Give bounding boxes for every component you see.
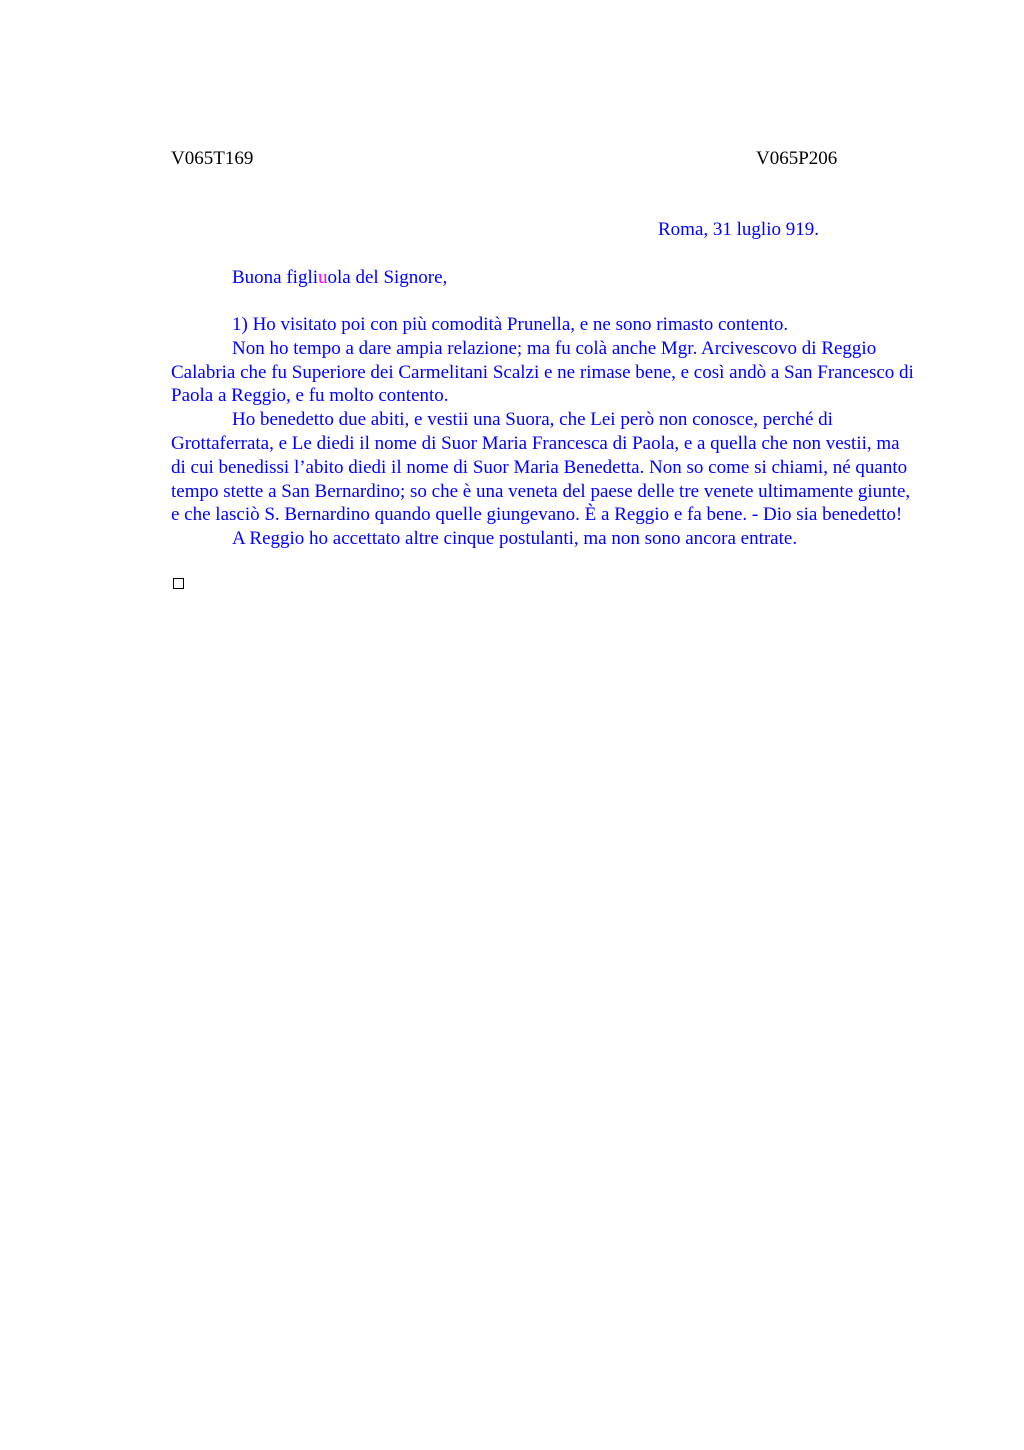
letter-paragraph-4: A Reggio ho accettato altre cinque postulanti, ma non sono ancora entrate. [232, 528, 798, 550]
salutation-highlighted-letter: u [318, 267, 328, 288]
document-reference-right: V065P206 [756, 148, 838, 169]
letter-paragraph-3: Ho benedetto due abiti, e vestii una Suora, che Lei però non conosce, perché di Grottaferrata, e Le diedi il nome di Suor Maria Francesca di Paola, e a quella che non vestii, ma di cui benedissi l’abito diedi il nome di Suor Maria Benedetta. Non so come si chiami, né quanto tempo stette a San Bernardino; so che è una veneta del paese delle tre venete ultimamente giunte, e che lasciò S. Bernardino quando quelle giungevano. È a Reggio e fa bene. - Dio sia benedetto! [171, 409, 911, 526]
letter-salutation [232, 266, 447, 290]
salutation-text-end: ola del Signore, [327, 267, 448, 288]
letter-body [171, 313, 916, 551]
letter-date: Roma, 31 luglio 919. [658, 219, 819, 240]
end-marker-checkbox [173, 578, 184, 589]
salutation-text-start: Buona figli [232, 267, 319, 288]
document-reference-left: V065T169 [171, 148, 254, 169]
letter-paragraph-1: 1) Ho visitato poi con più comodità Prunella, e ne sono rimasto contento. [232, 314, 789, 335]
letter-paragraph-2: Non ho tempo a dare ampia relazione; ma fu colà anche Mgr. Arcivescovo di Reggio Calabria che fu Superiore dei Carmelitani Scalzi e ne rimase bene, e così andò a San Francesco di Paola a Reggio, e fu molto contento. [171, 337, 914, 407]
